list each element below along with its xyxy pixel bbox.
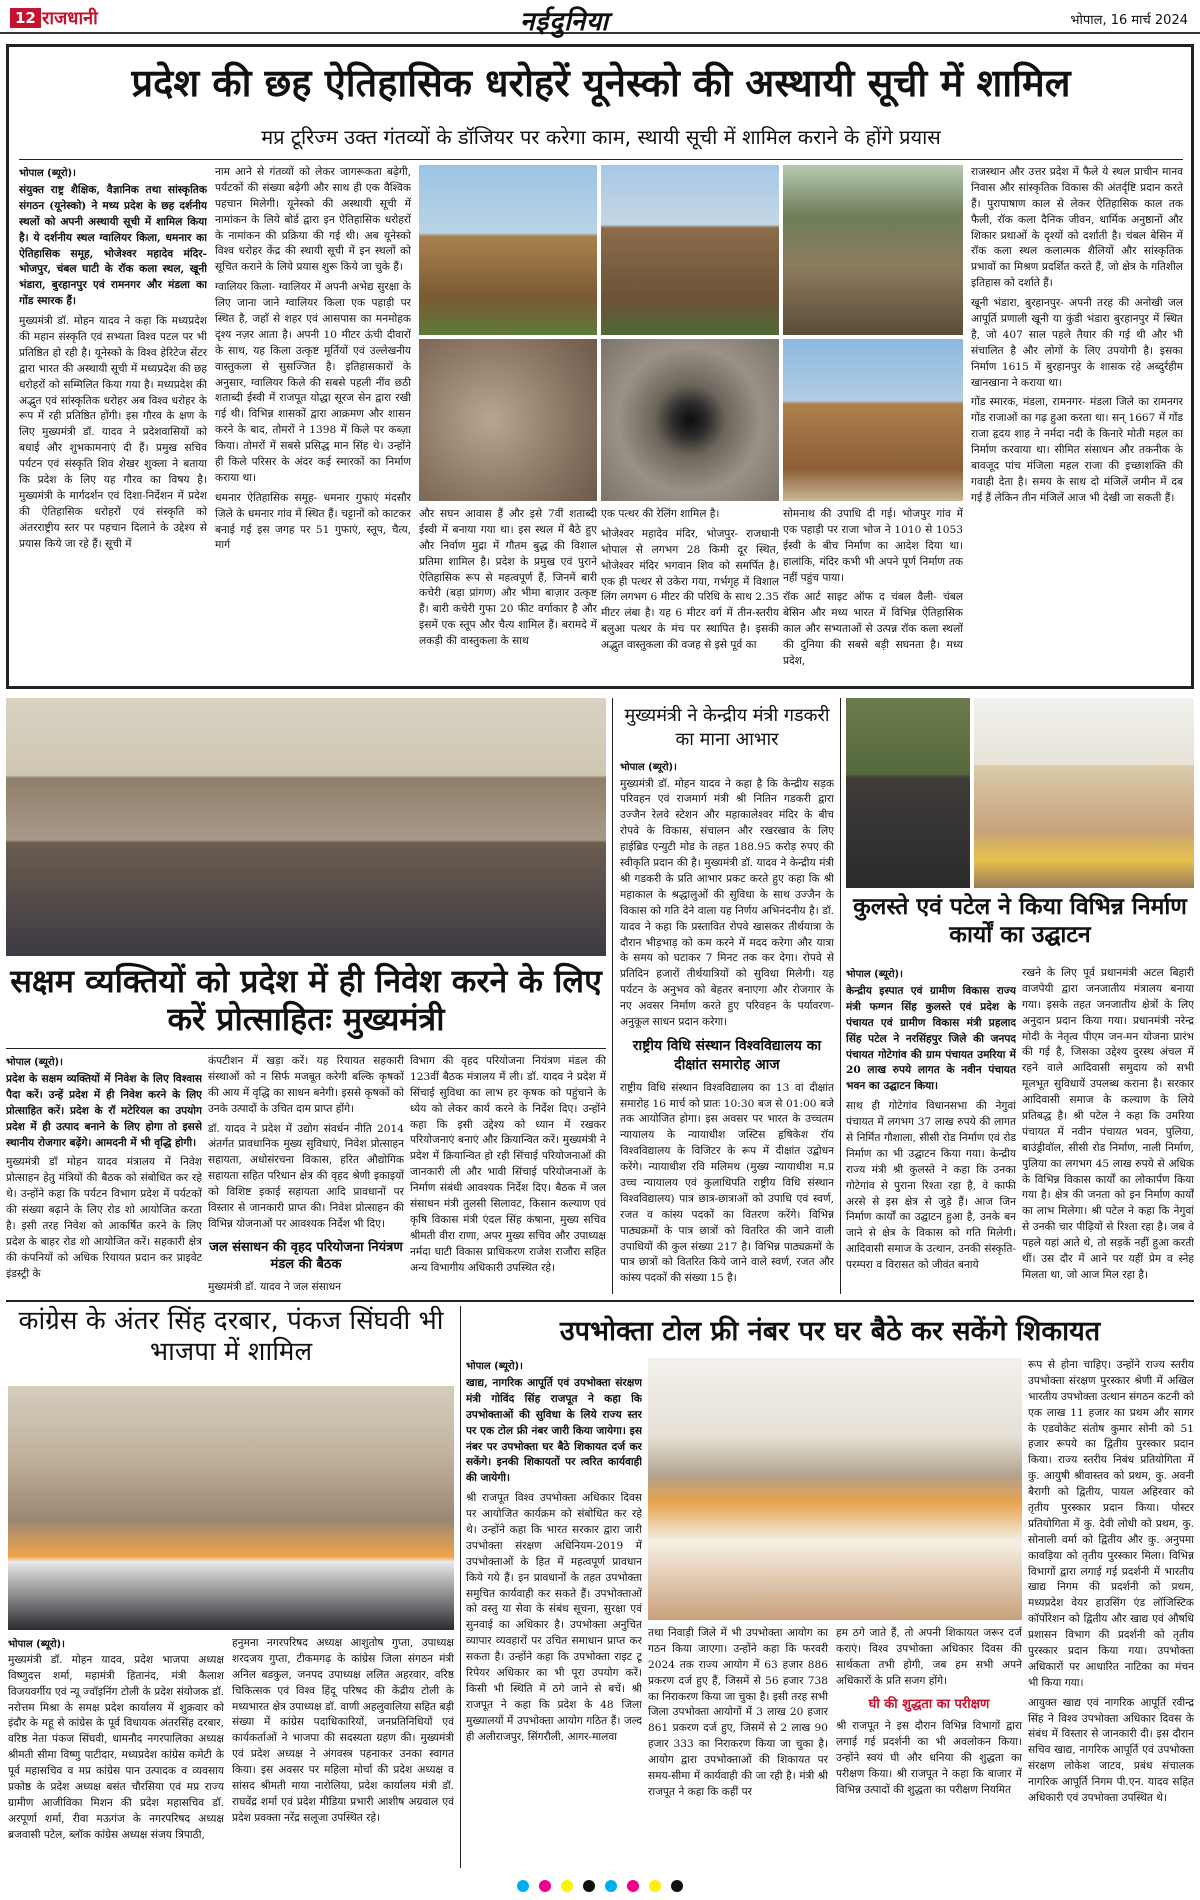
- congress-headline: कांग्रेस के अंतर सिंह दरबार, पंकज सिंघवी भी भाजपा में शामिल: [18, 1306, 444, 1368]
- body-paragraph: हनुमना नगरपरिषद अध्यक्ष आशुतोष गुप्ता, उपाध्यक्ष शरदजय गुप्ता, टीकमगढ़ के कांग्रेस जिला संगठन मंत्री अनिल बडकुल, जनपद उपाध्यक्ष ललित अहरवार, वरिष्ठ चिकित्सक एवं विश्व हिंदू परिषद की केंद्रीय टोली के मध्यभारत क्षेत्र उपाध्यक्ष डॉ. वाणी अहलुवालिया सहित बड़ी संख्या में कांग्रेस पदाधिकारियों, जनप्रतिनिधियों एवं कार्यकर्ताओं ने भाजपा की सदस्यता ग्रहण की। मुख्यमंत्री एवं प्रदेश अध्यक्ष ने अंगवस्त्र पहनाकर उनका स्वागत किया। इस अवसर पर महिला मोर्चा की प्रदेश अध्यक्ष व सांसद श्रीमती माया नारोलिया, प्रदेश कार्यालय मंत्री डॉ. राघवेंद्र शर्मा एवं प्रदेश मीडिया प्रभारी आशीष अग्रवाल एवं प्रदेश प्रवक्ता नरेंद्र सलूजा उपस्थित रहे।: [232, 1637, 454, 1824]
- rock-art-photo: [783, 165, 963, 335]
- congress-col-1: [8, 1636, 224, 1868]
- consumer-col-4: [1028, 1358, 1194, 1868]
- consumer-col-2: [648, 1626, 828, 1868]
- consumer-col-3: [836, 1626, 1022, 1868]
- body-paragraph: मुख्यमंत्री डॉ. मोहन यादव, प्रदेश भाजपा अध्यक्ष विष्णुदत्त शर्मा, महामंत्री हितानंद, मंत्री कैलाश विजयवर्गीय एवं न्यू ज्वॉइनिंग टोली के प्रदेश संयोजक डॉ. नरोत्तम मिश्रा के समक्ष प्रदेश कार्यालय में शुक्रवार को इंदौर के महू से कांग्रेस के पूर्व विधायक अंतरसिंह दरबार, वरिष्ठ नेता पंकज सिंघवी, धामनौद नगरपालिका अध्यक्ष श्रीमती सीमा विष्णु पाटीदार, मध्यप्रदेश कांग्रेस कमेटी के पूर्व महासचिव व मप्र कांग्रेस पान उत्पादक व व्यवसाय प्रकोष्ठ के प्रदेश अध्यक्ष बसंत चौरसिया एवं मप्र राज्य ग्रामीण आजीविका मिशन की प्रदेश महासचिव डॉ. अरपूर्णा शर्मा, रीवा मऊगंज के नगरपरिषद अध्यक्ष ब्रजवासी पटेल, ब्लॉक कांग्रेस अध्यक्ष संजय त्रिपाठी,: [8, 1653, 224, 1841]
- byline: भोपाल (ब्यूरो)।: [19, 168, 76, 179]
- yellow-dot: [561, 1880, 573, 1892]
- gadkari-story: [620, 698, 834, 1294]
- unesco-col-4: [601, 507, 779, 683]
- body-paragraph: राजस्थान और उत्तर प्रदेश में फैले ये स्थल प्राचीन मानव निवास और सांस्कृतिक विकास की अंतर्दृष्टि प्रदान करते हैं। पुरापाषाण काल से लेकर ऐतिहासिक काल तक फैली, रॉक कला दैनिक जीवन, धार्मिक अनुष्ठानों और शिकार प्रथाओं के दृश्यों को दर्शाती है। चंबल बेसिन में रॉक कला स्थल कलात्मक शैलियों और सांस्कृतिक प्रभावों का मिश्रण प्रदर्शित करते हैं, जो क्षेत्र के गतिशील इतिहास को दर्शाते हैं।: [971, 166, 1183, 290]
- black-dot: [671, 1880, 683, 1892]
- color-registration-band: [0, 1872, 1200, 1900]
- inauguration-photo-1: [846, 698, 970, 888]
- lead-paragraph: खाद्य, नागरिक आपूर्ति एवं उपभोक्ता संरक्षण मंत्री गोविंद सिंह राजपूत ने कहा कि उपभोक्ताओं की सुविधा के लिये राज्य स्तर पर एक टोल फ्री नंबर जारी किया जायेगा। इस नंबर पर उपभोक्ता घर बैठे शिकायत दर्ज कर सकेंगे। इनकी शिकायतों पर त्वरित कार्यवाही की जायेगी।: [466, 1377, 642, 1485]
- invest-col-3: [410, 1054, 606, 1294]
- unesco-col-1: [19, 165, 207, 683]
- body-paragraph: भोजेश्वर महादेव मंदिर, भोजपुर- राजधानी भोपाल से लगभग 28 किमी दूर स्थित, भोजेश्वर मंदिर भगवान शिव को समर्पित है। एक ही पत्थर से उकेरा गया, गर्भगृह में विशाल लिंग लगभग 6 मीटर की परिधि के साथ 2.35 मीटर लंबा है। यह 6 मीटर वर्ग में तीन-स्तरीय बलुआ पत्थर के मंच पर स्थापित है। इसकी अद्भुत वास्तुकला की वजह से इसे पूर्व का: [601, 527, 779, 652]
- subheading: घी की शुद्धता का परीक्षण: [868, 1696, 990, 1712]
- body-paragraph: आयुक्त खाद्य एवं नागरिक आपूर्ति रवीन्द्र सिंह ने विश्व उपभोक्ता अधिकार दिवस के संबंध में विस्तार से जानकारी दी। इस दौरान सचिव खाद्य, नागरिक आपूर्ति एवं उपभोक्ता संरक्षण लोकेश जाटव, प्रबंध संचालक नागरिक आपूर्ति निगम पी.एन. यादव सहित अधिकारी एवं उपभोक्ता उपस्थित थे।: [1028, 1696, 1194, 1805]
- subheading: जल संसाधन की वृहद परियोजना नियंत्रण मंडल की बैठक: [209, 1239, 403, 1273]
- unesco-col-3: [419, 507, 597, 683]
- unesco-col-2: [215, 165, 411, 683]
- section-name: राजधानी: [42, 8, 98, 29]
- body-paragraph: रूप से होना चाहिए। उन्होंने राज्य स्तरीय उपभोक्ता संरक्षण पुरस्कार श्रेणी में अखिल भारतीय उपभोक्ता उत्थान संगठन कटनी को एक लाख 11 हजार का प्रथम और सागर के एडवोकेट संतोष कुमार सोनी को 51 हजार रूपये का द्वितीय पुरस्कार प्रदान किया। राज्य स्तरीय निबंध प्रतियोगिता में कु. आयुषी श्रीवास्तव को प्रथम, कु. अवनी बैरागी को द्वितीय, पायल अहिरवार को तृतीय पुरस्कार प्रदान किया। पोस्टर प्रतियोगिता में कु. देवी लोधी को प्रथम, कु. सोनाली वर्मा को द्वितीय और कु. अनुपमा कावड़िया को तृतीय पुरस्कार मिला। विभिन्न विभागों द्वारा लगाई गई प्रदर्शनी में भारतीय खाद्य निगम की प्रदर्शनी को प्रथम, मध्यप्रदेश वेयर हाउसिंग एंड लॉजिस्टिक कॉर्पोरेशन को द्वितीय और खाद्य एवं औषधि प्रशासन विभाग की प्रदर्शनी को तृतीय पुरस्कार प्रदान किया गया। उपभोक्ता अधिकारों पर आधारित नाटिका का मंचन भी किया गया।: [1028, 1359, 1194, 1689]
- byline: भोपाल (ब्यूरो)।: [846, 969, 903, 980]
- column-rule: [612, 698, 613, 1294]
- byline: भोपाल (ब्यूरो)।: [466, 1361, 523, 1372]
- minister-exhibition-photo: [648, 1358, 1022, 1620]
- cm-meeting-photo: [6, 698, 606, 956]
- kulaste-col-2: [1022, 966, 1194, 1294]
- lead-paragraph: प्रदेश के सक्षम व्यक्तियों में निवेश के लिए विश्वास पैदा करें। उन्हें प्रदेश में ही निवेश करने के लिए प्रोत्साहित करें। प्रदेश के रॉ मटेरियल का उपयोग प्रदेश में ही उत्पाद बनाने के लिए होगा तो इससे स्थानीय रोजगार बढ़ेंगे। आमदनी में भी वृद्धि होगी।: [6, 1073, 202, 1149]
- black-dot: [583, 1880, 595, 1892]
- column-rule: [840, 698, 841, 1294]
- page-number: 12: [10, 8, 41, 28]
- gadkari-headline: मुख्यमंत्री ने केन्द्रीय मंत्री गडकरी का माना आभार: [624, 705, 830, 751]
- kulaste-col-1: [846, 966, 1016, 1294]
- body-paragraph: नाम आने से गंतव्यों को लेकर जागरूकता बढ़ेगी, पर्यटकों की संख्या बढ़ेगी और साथ ही एक वैश्विक पहचान मिलेगी। यूनेस्को की अस्थायी सूची में नामांकन के लिये बोर्ड द्वारा इन ऐतिहासिक धरोहरों के नामांकन की प्रक्रिया की गई थी। अब यूनेस्को विश्व धरोहर केंद्र की स्थायी सूची में इन स्थलों को सूचित कराने के लिये प्रयास शुरू किये जा चुके हैं।: [215, 166, 411, 274]
- nliu-headline: राष्ट्रीय विधि संस्थान विश्वविद्यालय का दीक्षांत समारोह आज: [632, 1037, 822, 1073]
- dhamnar-caves-photo: [601, 165, 779, 335]
- body-paragraph: रॉक आर्ट साइट ऑफ द चंबल वैली- चंबल बेसिन और मध्य भारत में विभिन्न ऐतिहासिक काल और सभ्यताओं से उत्पन्न रॉक कला स्थलों की दुनिया की सबसे बड़ी सघनता है। मध्य प्रदेश,: [783, 591, 963, 668]
- body-paragraph: मुख्यमंत्री डॉ मोहन यादव मंत्रालय में निवेश प्रोत्साहन हेतु मंत्रियों की बैठक को संबोधित कर रहे थे। उन्होंने कहा कि पर्यटन विभाग प्रदेश में पर्यटकों की संख्या बढ़ाने के लिए रोड शो आयोजित करता है। इसी तरह निवेश को आकर्षित करने के लिए प्रदेश के बाहर रोड शो आयोजित करें। सहकारी क्षेत्र की कंपनियों को अधिक रियायत प्रदान कर प्राइवेट इंडस्ट्री के: [6, 1156, 202, 1280]
- invest-headline: सक्षम व्यक्तियों को प्रदेश में ही निवेश करने के लिए करें प्रोत्साहितः मुख्यमंत्री: [10, 962, 602, 1039]
- body-paragraph: सोमनाथ की उपाधि दी गई। भोजपुर गांव में एक पहाड़ी पर राजा भोज ने 1010 से 1053 ईस्वी के बीच निर्माण का आदेश दिया था। हालांकि, मंदिर कभी भी अपने पूर्ण निर्माण तक नहीं पहुंच पाया।: [783, 508, 963, 584]
- body-paragraph: तथा निवाड़ी जिले में भी उपभोक्ता आयोग का गठन किया जाएगा। उन्होंने कहा कि फरवरी 2024 तक राज्य आयोग में 63 हजार 886 प्रकरण दर्ज हुए हैं, जिसमें से 56 हजार 738 का निराकरण किया जा चुका है। इसी तरह सभी जिला उपभोक्ता आयोगों में 3 लाख 20 हजार 861 प्रकरण दर्ज हुए, जिसमें से 2 लाख 90 हजार 333 का निराकरण किया जा चुका है। आयोग द्वारा उपभोक्ताओं की शिकायत पर समय-सीमा में कार्यवाही की जा रही है। मंत्री श्री राजपूत ने कहा कि कहीं पर: [648, 1627, 828, 1798]
- joining-ceremony-photo: [8, 1386, 454, 1630]
- gond-monument-photo: [783, 339, 963, 501]
- body-paragraph: श्री राजपूत विश्व उपभोक्ता अधिकार दिवस पर आयोजित कार्यक्रम को संबोधित कर रहे थे। उन्होंने कहा कि भारत सरकार द्वारा जारी उपभोक्ता संरक्षण अधिनियम-2019 में उपभोक्ताओं के हित में महत्वपूर्ण प्रावधान किये गये हैं। इन प्रावधानों के तहत उपभोक्ता समुचित कार्यवाही कर सकते हैं। उपभोक्ताओं को वस्तु या सेवा के संबंध सूचना, सुरक्षा एवं सुनवाई का अधिकार है। उपभोक्ता अनुचित व्यापार व्यवहारों पर उचित समाधान प्राप्त कर सकता है। उन्होंने कहा कि उपभोक्ता राइट टू रिपेयर अधिकार का भी पूरा उपयोग करें। किसी भी स्थिति में ठगे जाने से बचें। श्री राजपूत ने कहा कि प्रदेश के 48 जिला मुख्यालयों में उपभोक्ता आयोग गठित हैं। जल्द ही अलीराजपुर, सिंगरौली, आगर-मालवा: [466, 1492, 642, 1743]
- cyan-dot: [605, 1880, 617, 1892]
- body-paragraph: गोंड स्मारक, मंडला, रामनगर- मंडला जिले का रामनगर गोंड राजाओं का गढ़ हुआ करता था। सन् 1667 में गोंड राजा हृदय शाह ने नर्मदा नदी के किनारे मोती महल का निर्माण करवाया था। सीमित संसाधन और तकनीक के बावजूद पांच मंजिला महल राजा की इच्छाशक्ति की गवाही देता है। समय के साथ दो मंजिलें जमीन में दब गई हैं लेकिन तीन मंजिलें आज भी देखी जा सकती हैं।: [971, 396, 1183, 504]
- divider: [19, 159, 1183, 160]
- body-paragraph: खूनी भंडारा, बुरहानपुर- अपनी तरह की अनोखी जल आपूर्ति प्रणाली खूनी या कुंडी भंडारा बुरहानपुर में स्थित है, जो 407 साल पहले तैयार की गई थी और भी संचालित है और लोगों के लिए उपयोगी है। इसका निर्माण 1615 में बुरहानपुर के शासक रहे अब्दुर्रहीम खानखाना ने कराया था।: [971, 297, 1183, 389]
- body-paragraph: एक पत्थर की रेलिंग शामिल है।: [601, 508, 720, 520]
- unesco-headline: प्रदेश की छह ऐतिहासिक धरोहरें यूनेस्को की अस्थायी सूची में शामिल: [131, 61, 1071, 105]
- divider: [6, 1300, 1194, 1302]
- consumer-col-1: [466, 1358, 642, 1868]
- yellow-dot: [649, 1880, 661, 1892]
- page-header: [0, 0, 1200, 37]
- byline: भोपाल (ब्यूरो)।: [620, 761, 677, 773]
- column-rule: [460, 1306, 461, 1868]
- cyan-dot: [517, 1880, 529, 1892]
- gwalior-fort-photo: [419, 165, 597, 335]
- inauguration-photo-2: [974, 698, 1194, 888]
- unesco-col-6: [971, 165, 1183, 683]
- body-paragraph: रखने के लिए पूर्व प्रधानमंत्री अटल बिहारी वाजपेयी द्वारा जनजातीय मंत्रालय बनाया गया। इसके तहत जनजातीय क्षेत्रों के लिए अनुदान प्रदान किया गया। प्रधानमंत्री नरेन्द्र मोदी के नेतृत्व पीएम जन-मन योजना प्रारंभ की गई है, जिसका उद्देश्य दुरस्थ अंचल में रहने वाले आदिवासी समुदाय को सभी मूलभूत सुविधायें उपलब्ध कराना है। सरकार आदिवासी समाज के कल्याण के लिये प्रतिबद्ध है। श्री पटेल ने कहा कि उमरिया पंचायत में नवीन पंचायत भवन, पुलिया, बाउंड्रीवॉल, सीसी रोड निर्माण, नाली निर्माण, पुलिया का लगभग 45 लाख रुपये से अधिक के विभिन्न विकास कार्यों का लोकार्पण किया गया है। क्षेत्र की जनता को इन निर्माण कार्यों का लाभ मिलेगा। श्री पटेल ने कहा कि नेगुवां से उनकी चार पीढ़ियों से रिश्ता रहा है। जब वे पहले यहां आते थे, तो सड़कें नहीं हुआ करती थीं। उस दौर में आने पर यहीं प्रेम व स्नेह मिलता था, जो आज मिल रहा है।: [1022, 967, 1194, 1281]
- byline: भोपाल (ब्यूरो)।: [8, 1639, 65, 1650]
- body-paragraph: विभाग की वृहद परियोजना नियंत्रण मंडल की 123वीं बैठक मंत्रालय में ली। डॉ. यादव ने प्रदेश में सिंचाई सुविधा का लाभ हर कृषक को पहुंचाने के ध्येय को लेकर कार्य करने के निर्देश दिए। उन्होंने कहा कि इसी उद्देश्य को ध्यान में रखकर परियोजनाएं बनाएं और क्रियान्वित करें। मुख्यमंत्री ने प्रदेश में क्रियान्वित हो रही सिंचाई परियोजनाओं की जानकारी ली और भावी सिंचाई परियोजनाओं के निर्माण संबंधी आवश्यक निर्देश दिए। बैठक में जल संसाधन मंत्री तुलसी सिलावट, किसान कल्याण एवं कृषि विकास मंत्री एंदल सिंह कंषाना, मुख्य सचिव श्रीमती वीरा राणा, अपर मुख्य सचिव और उपाध्यक्ष नर्मदा घाटी विकास प्राधिकरण राजेश राजौरा सहित अन्य विभागीय अधिकारी उपस्थित रहे।: [410, 1055, 606, 1274]
- magenta-dot: [627, 1880, 639, 1892]
- rock-painting-photo: [419, 339, 597, 501]
- body-paragraph: धमनार ऐतिहासिक समूह- धमनार गुफाएं मंदसौर जिले के धमनार गांव में स्थित हैं। चट्टानों को काटकर बनाई गई इस जगह पर 51 गुफाएं, स्तूप, चैत्य, मार्ग: [215, 491, 411, 552]
- unesco-subheadline: मप्र टूरिज्म उक्त गंतव्यों के डॉजियर पर करेगा काम, स्थायी सूची में शामिल कराने के होंगे प्रयास: [261, 125, 941, 149]
- unesco-story: [6, 44, 1194, 689]
- body-paragraph: मुख्यमंत्री डॉ. मोहन यादव ने कहा है कि केन्द्रीय सड़क परिवहन एवं राजमार्ग मंत्री श्री नितिन गडकरी द्वारा उज्जैन रेलवे स्टेशन और महाकालेश्वर मंदिर के बीच रोपवे के विकास, संचालन और रखरखाव के लिए हाईब्रिड एन्युटी मोड के तहत 188.95 करोड़ रुपए की स्वीकृति प्रदान की है। मुख्यमंत्री डॉ. यादव ने केन्द्रीय मंत्री श्री गडकरी के प्रति आभार प्रकट करते हुए कहा कि श्री महाकाल के श्रद्धालुओं की सुविधा के साथ उज्जैन के विकास को गति देने वाला यह निर्णय अभिनंदनीय है। डॉ. यादव ने कहा कि प्रस्तावित रोपवे खासकर तीर्थयात्रा के दौरान भीड़भाड़ को कम करने में मदद करेगा और यात्रा के समय को घटाकर 7 मिनट तक कर देगा। रोपवे से प्रतिदिन हजारों तीर्थयात्रियों को सुविधा मिलेगी। यह पर्यटन के अनुभव को बेहतर बनाएगा और रोजगार के नए अवसर निर्माण करते हुए परिवहन के पर्यावरण-अनुकूल साधन प्रदान करेगा।: [620, 777, 834, 1028]
- body-paragraph: साथ ही गोटेगांव विधानसभा की नेगुवां पंचायत में लगभग 37 लाख रुपये की लागत से निर्मित गौशाला, सीसी रोड निर्माण एवं रोड निर्माण का भी उद्घाटन किया गया। केन्द्रीय राज्य मंत्री श्री कुलस्ते ने कहा कि उनका गोटेगांव से पुराना रिश्ता रहा है, वे काफी अरसे से इस क्षेत्र से जुड़े हैं। आज जिन निर्माण कार्यों का उद्घाटन हुआ है, उनके बन जाने से क्षेत्र के विकास को गति मिलेगी। आदिवासी समाज के उत्थान, उनकी संस्कृति-परम्परा व विरासत को जीवंत बनाये: [846, 1100, 1016, 1272]
- lead-paragraph: संयुक्त राष्ट्र शैक्षिक, वैज्ञानिक तथा सांस्कृतिक संगठन (यूनेस्को) ने मध्य प्रदेश के छह दर्शनीय स्थलों को अपनी अस्थायी सूची में शामिल किया है। ये दर्शनीय स्थल ग्वालियर किला, धमनार का ऐतिहासिक समूह, भोजेश्वर महादेव मंदिर-भोजपुर, चंबल घाटी के रॉक कला स्थल, खूनी भंडारा, बुरहानपुर एवं रामनगर और मंडला का गोंड स्मारक हैं।: [19, 184, 207, 308]
- body-paragraph: मुख्यमंत्री डॉ. मोहन यादव ने कहा कि मध्यप्रदेश की महान संस्कृति एवं सभ्यता विश्व पटल पर भी प्रतिष्ठित हो रही है। यूनेस्को के विश्व हेरिटेज सेंटर द्वारा भारत की अस्थायी सूची में मध्यप्रदेश की छह धरोहरों को सम्मिलित किया गया है। मध्यप्रदेश की अद्भुत एवं सांस्कृतिक धरोहर अब विश्व धरोहर के रूप में रही प्रतिष्ठित होंगी। इस गौरव के क्षण के लिए मुख्यमंत्री डॉ. यादव ने प्रदेशवासियों को बधाई और शुभकामनाएं दी हैं। प्रमुख सचिव पर्यटन एवं संस्कृति शिव शेखर शुक्ला ने बताया कि प्रदेश के लिए यह गौरव का विषय है। मुख्यमंत्री के मार्गदर्शन एवं दिशा-निर्देशन में प्रदेश की ऐतिहासिक धरोहरों एवं संस्कृति को अंतरराष्ट्रीय स्तर पर पहचान दिलाने के उद्देश्य से प्रयास किये जा रहे हैं। सूची में: [19, 315, 207, 550]
- body-paragraph: और सघन आवास हैं और इसे 7वीं शताब्दी ईस्वी में बनाया गया था। इस स्थल में बैठे हुए और निर्वाण मुद्रा में गौतम बुद्ध की विशाल प्रतिमा शामिल है। प्रदेश के प्रमुख एवं पुराने ऐतिहासिक रूप से महत्वपूर्ण हैं, जिनमें बारी कचेरी (बड़ा प्रांगण) और भीमा बाज़ार उत्कृष्ट हैं। बारी कचेरी गुफा 20 फीट वर्गाकार है और इसमें एक स्तूप और चैत्य शामिल हैं। बरामदे में लकड़ी की वास्तुकला के साथ: [419, 508, 597, 648]
- khooni-bhandara-photo: [601, 339, 779, 501]
- masthead: नईदुनिया: [520, 7, 609, 37]
- unesco-col-5: [783, 507, 963, 683]
- invest-col-1: [6, 1054, 202, 1294]
- body-paragraph: डॉ. यादव ने प्रदेश में उद्योग संवर्धन नीति 2014 अंतर्गत प्रावधानिक मुख्य सुविधाएं, निवेश प्रोत्साहन सहायता, अधोसंरचना विकास, हरित औद्योगिक सहायता सहित परिधान क्षेत्र की वृहद श्रेणी इकाइयों को विशिष्ट इकाई सहायता आदि प्रावधानों पर विस्तार से जानकारी प्राप्त की। निवेश प्रोत्साहन की विभिन्न योजनाओं पर आवश्यक निर्देश भी दिए।: [208, 1122, 404, 1230]
- magenta-dot: [539, 1880, 551, 1892]
- congress-col-2: [232, 1636, 454, 1868]
- lead-paragraph: केन्द्रीय इस्पात एवं ग्रामीण विकास राज्य मंत्री फग्गन सिंह कुलस्ते एवं प्रदेश के पंचायत एवं ग्रामीण विकास मंत्री प्रहलाद सिंह पटेल ने नरसिंहपुर जिले की जनपद पंचायत गोटेगांव की ग्राम पंचायत उमरिया में 20 लाख रुपये लागत के नवीन पंचायत भवन का उद्घाटन किया।: [846, 985, 1016, 1093]
- divider: [6, 1048, 606, 1049]
- body-paragraph: राष्ट्रीय विधि संस्थान विश्वविद्यालय का 13 वां दीक्षांत समारोह 16 मार्च को प्रातः 10:30 बज से 01:00 बजे तक आयोजित होगा। इस अवसर पर भारत के उच्चतम न्यायालय के न्यायाधीश जस्टिस हृषिकेश रॉय विश्वविद्यालय के विजिटर के रूप में दीक्षांत उद्बोधन करेंगे। न्यायाधीश रवि मलिमथ (मुख्य न्यायाधीश म.प्र उच्च न्यायालय एवं कुलाधिपति राष्ट्रीय विधि संस्थान विश्वविद्यालय) पात्र छात्र-छात्राओं को उपाधि एवं स्वर्ण, रजत व कांस्य पदकों का वितरण करेंगे। विभिन्न पाठ्यक्रमों के पात्र छात्रों को वितरित की जाने वाली उपाधियों की कुल संख्या 217 है। विभिन्न पाठ्यक्रमों के पात्र छात्रों को वितरित किये जाने वाले स्वर्ण, रजत और कांस्य पदकों की संख्या 15 है।: [620, 1081, 834, 1285]
- byline: भोपाल (ब्यूरो)।: [6, 1057, 63, 1068]
- body-paragraph: हम ठगे जाते हैं, तो अपनी शिकायत जरूर दर्ज कराएं। विश्व उपभोक्ता अधिकार दिवस की सार्थकता तभी होगी, जब हम सभी अपने अधिकारों के प्रति सजग होंगे।: [836, 1627, 1022, 1687]
- body-paragraph: कंपटीशन में खड़ा करें। यह रियायत सहकारी संस्थाओं को न सिर्फ मजबूत करेगी बल्कि कृषकों की आय में वृद्धि का साधन बनेगी। इससे कृषकों को उनके उत्पादों के उचित दाम प्राप्त होंगे।: [208, 1055, 404, 1115]
- body-paragraph: ग्वालियर किला- ग्वालियर में अपनी अभेद्य सुरक्षा के लिए जाना जाने ग्वालियर किला एक पहाड़ी पर स्थित है, जहाँ से शहर एवं आसपास का मनमोहक दृश्य नज़र आता है। अपनी 10 मीटर ऊंची दीवारों के साथ, यह किला उत्कृष्ट मूर्तियों एवं उल्लेखनीय वास्तुकला से सुसज्जित है। इतिहासकारों के अनुसार, ग्वालियर किले की सबसे पहली नींव छठी शताब्दी ईस्वी में राजपूत योद्धा सूरज सेन द्वारा रखी गई थी। विभिन्न शासकों द्वारा आक्रमण और शासन करने के बाद, तोमरों ने 1398 में किले पर कब्ज़ा किया। तोमरों में सबसे प्रसिद्ध मान सिंह थे। उन्होंने ही किले परिसर के अंदर कई स्मारकों का निर्माण कराया था।: [215, 281, 411, 484]
- body-paragraph: श्री राजपूत ने इस दौरान विभिन्न विभागों द्वारा लगाई गई प्रदर्शनी का भी अवलोकन किया। उन्होंने स्वयं घी और धनिया की शुद्धता का परीक्षण किया। श्री राजपूत ने कहा कि बाजार में विभिन्न उत्पादों की शुद्धता का परीक्षण नियमित: [836, 1720, 1022, 1796]
- invest-col-2: [208, 1054, 404, 1294]
- dateline: भोपाल, 16 मार्च 2024: [1070, 13, 1188, 28]
- body-paragraph: मुख्यमंत्री डॉ. यादव ने जल संसाधन: [208, 1280, 342, 1293]
- consumer-headline: उपभोक्ता टोल फ्री नंबर पर घर बैठे कर सकेंगे शिकायत: [559, 1316, 1101, 1347]
- kulaste-headline: कुलस्ते एवं पटेल ने किया विभिन्न निर्माण कार्यों का उद्घाटन: [853, 894, 1187, 948]
